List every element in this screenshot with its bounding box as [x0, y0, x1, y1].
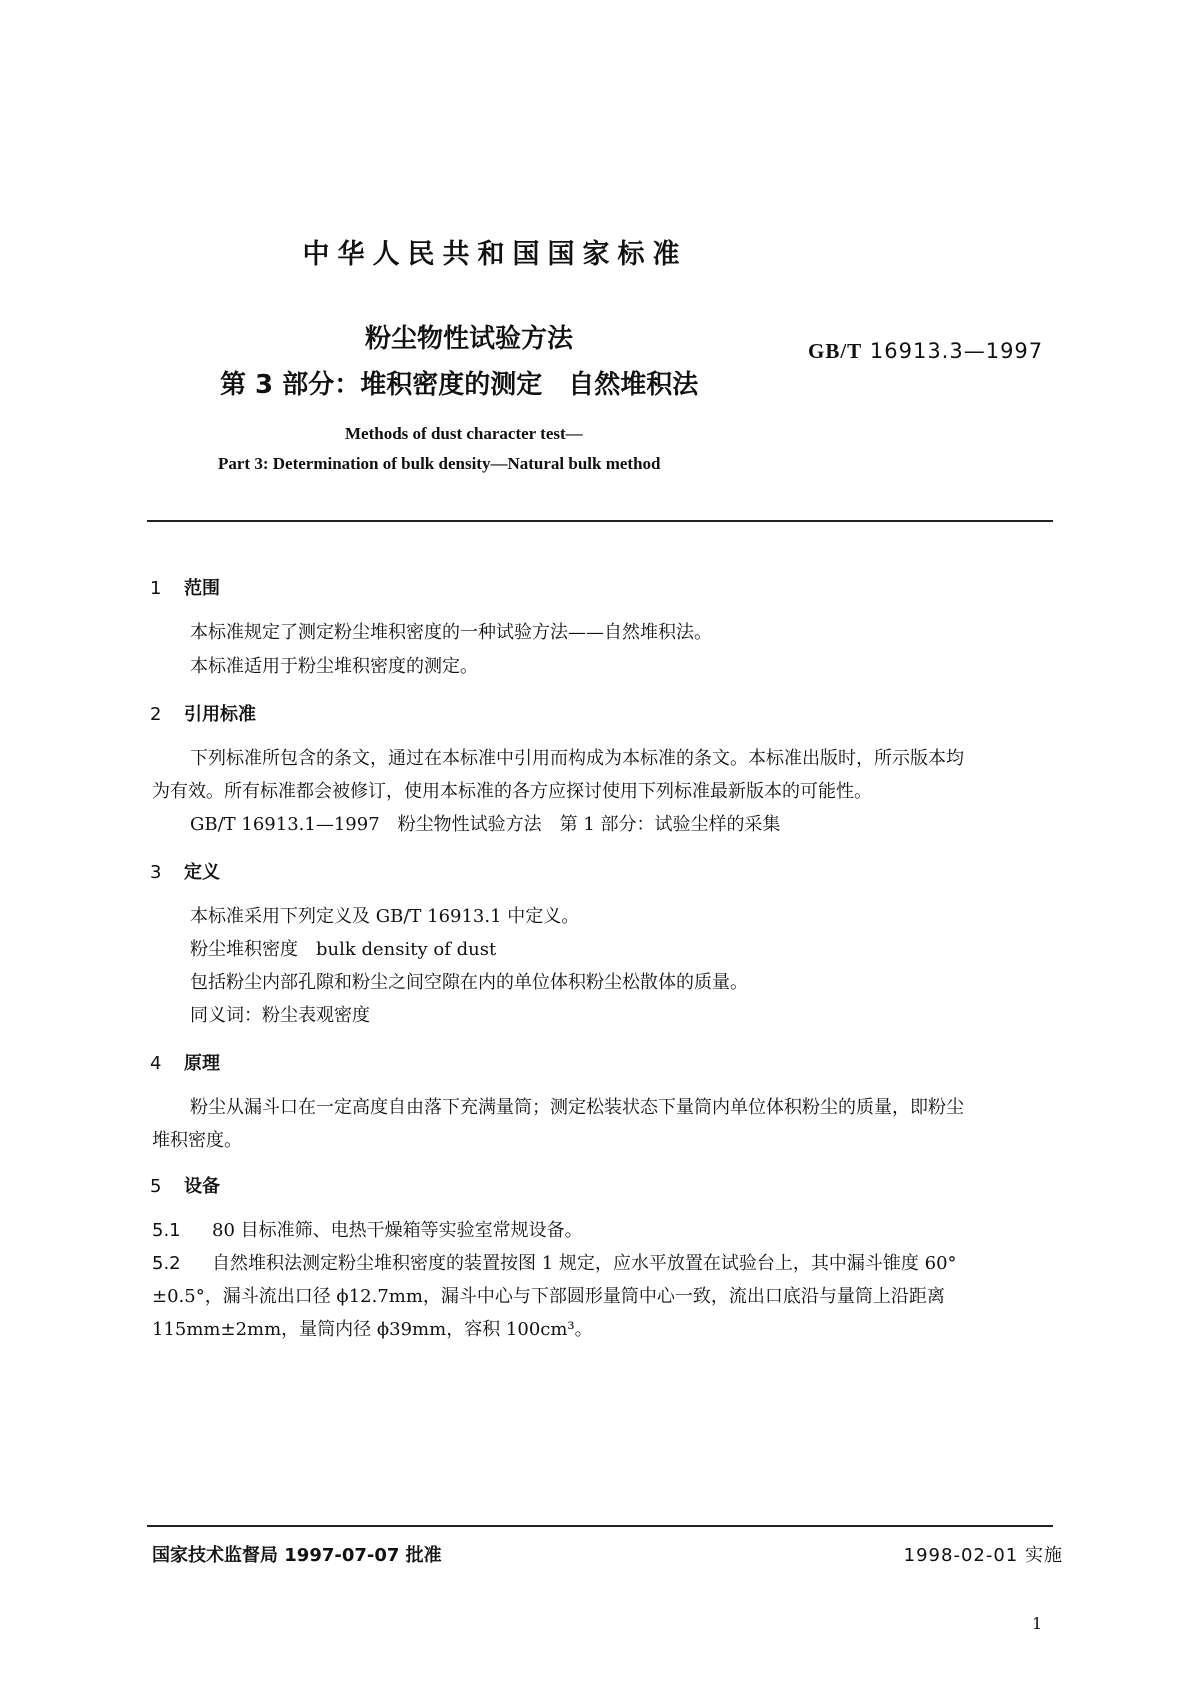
section-1-para2: 本标准适用于粉尘堆积密度的测定。 [190, 656, 478, 677]
standard-code [808, 339, 1043, 364]
clause-5-2-line2: ±0.5°，漏斗流出口径 ϕ12.7mm，漏斗中心与下部圆形量筒中心一致，流出口底沿与量筒上沿距离 [152, 1286, 945, 1307]
section-number: 5 [150, 1176, 162, 1197]
section-title: 范围 [184, 578, 220, 599]
clause-number: 5.1 [152, 1220, 181, 1241]
title-en-line2: Part 3: Determination of bulk density—Natural bulk method [218, 454, 661, 473]
section-2-para1-line2: 为有效。所有标准都会被修订，使用本标准的各方应探讨使用下列标准最新版本的可能性。 [152, 781, 872, 802]
header-divider [147, 520, 1053, 522]
section-4-para1-line2: 堆积密度。 [152, 1130, 242, 1151]
standard-code-number: 16913.3—1997 [869, 339, 1044, 363]
section-number: 4 [150, 1053, 162, 1074]
clause-5-2 [152, 1249, 957, 1275]
section-title: 引用标准 [184, 704, 256, 725]
implementation-date: 1998-02-01 实施 [903, 1545, 1063, 1566]
section-title: 定义 [184, 862, 220, 883]
approval-info: 国家技术监督局 1997-07-07 批准 [152, 1545, 442, 1566]
section-3-definition: 包括粉尘内部孔隙和粉尘之间空隙在内的单位体积粉尘松散体的质量。 [190, 972, 748, 993]
section-2-reference: GB/T 16913.1—1997 粉尘物性试验方法 第 1 部分：试验尘样的采集 [190, 814, 781, 835]
section-number: 2 [150, 704, 162, 725]
section-1-para1: 本标准规定了测定粉尘堆积密度的一种试验方法——自然堆积法。 [190, 622, 712, 643]
section-3-synonym: 同义词：粉尘表观密度 [190, 1005, 370, 1026]
section-2-heading [150, 700, 256, 726]
standard-code-prefix: GB/T [808, 339, 863, 363]
national-standard-heading: 中华人民共和国国家标准 [302, 239, 688, 270]
section-3-term: 粉尘堆积密度 bulk density of dust [190, 939, 497, 960]
section-5-heading [150, 1172, 220, 1198]
section-4-para1-line1: 粉尘从漏斗口在一定高度自由落下充满量筒；测定松装状态下量筒内单位体积粉尘的质量，即粉尘 [190, 1097, 964, 1118]
title-cn-line1: 粉尘物性试验方法 [365, 324, 574, 354]
clause-number: 5.2 [152, 1253, 181, 1274]
section-title: 原理 [184, 1053, 220, 1074]
section-3-heading [150, 858, 220, 884]
clause-5-1 [152, 1216, 583, 1242]
clause-text: 80 目标准筛、电热干燥箱等实验室常规设备。 [212, 1220, 583, 1241]
footer-divider [147, 1525, 1053, 1527]
title-cn-line2: 第 3 部分：堆积密度的测定 自然堆积法 [220, 370, 699, 400]
section-2-para1-line1: 下列标准所包含的条文，通过在本标准中引用而构成为本标准的条文。本标准出版时，所示版本均 [190, 748, 964, 769]
section-1-heading [150, 574, 220, 600]
section-3-para1: 本标准采用下列定义及 GB/T 16913.1 中定义。 [190, 906, 580, 927]
clause-text-line1: 自然堆积法测定粉尘堆积密度的装置按图 1 规定，应水平放置在试验台上，其中漏斗锥度 60° [212, 1253, 957, 1274]
section-4-heading [150, 1049, 220, 1075]
page-number: 1 [1032, 1614, 1043, 1633]
section-number: 1 [150, 578, 162, 599]
clause-5-2-line3: 115mm±2mm，量筒内径 ϕ39mm，容积 100cm³。 [152, 1319, 593, 1340]
section-number: 3 [150, 862, 162, 883]
title-en-line1: Methods of dust character test— [345, 424, 583, 443]
section-title: 设备 [184, 1176, 220, 1197]
